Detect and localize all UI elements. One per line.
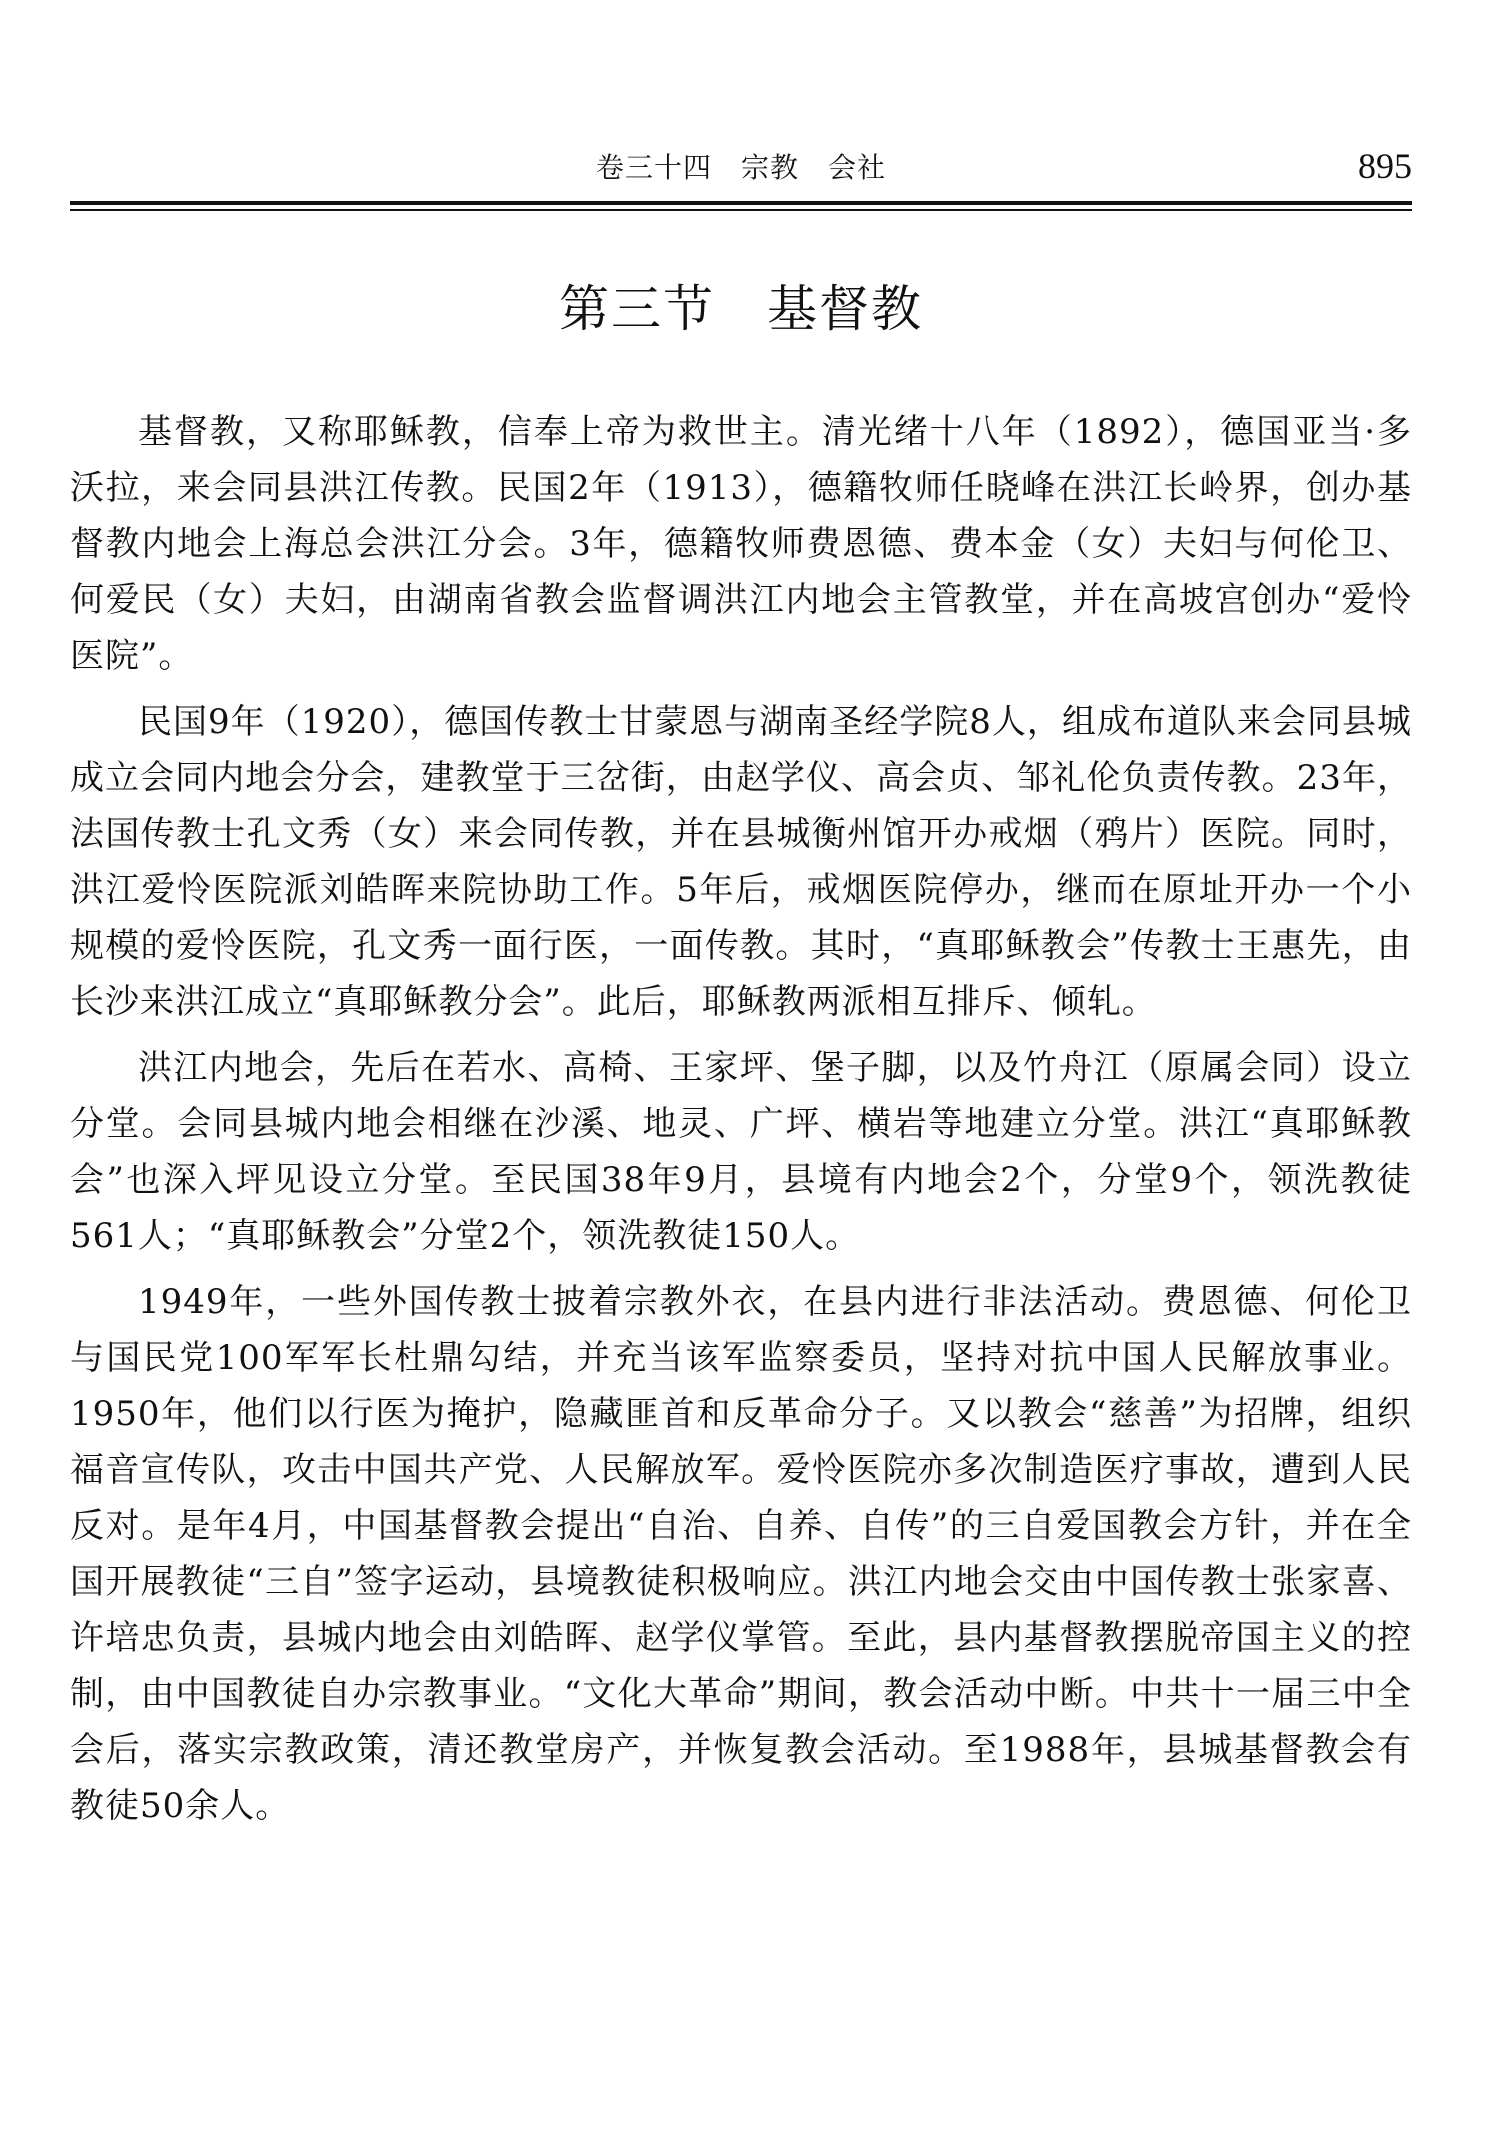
running-header bbox=[70, 148, 1412, 198]
header-rule-thick bbox=[70, 201, 1412, 205]
section-title: 第三节 基督教 bbox=[559, 280, 923, 338]
paragraph-3: 洪江内地会，先后在若水、高椅、王家坪、堡子脚，以及竹舟江（原属会同）设立分堂。会同县城内地会相继在沙溪、地灵、广坪、横岩等地建立分堂。洪江“真耶稣教会”也深入坪见设立分堂。至民国38年9月，县境有内地会2个，分堂9个，领洗教徒561人；“真耶稣教会”分堂2个，领洗教徒150人。 bbox=[70, 1048, 1412, 1256]
paragraph-2: 民国9年（1920），德国传教士甘蒙恩与湖南圣经学院8人，组成布道队来会同县城成立会同内地会分会，建教堂于三岔街，由赵学仪、高会贞、邹礼伦负责传教。23年，法国传教士孔文秀（女）来会同传教，并在县城衡州馆开办戒烟（鸦片）医院。同时，洪江爱怜医院派刘皓晖来院协助工作。5年后，戒烟医院停办，继而在原址开办一个小规模的爱怜医院，孔文秀一面行医，一面传教。其时，“真耶稣教会”传教士王惠先，由长沙来洪江成立“真耶稣教分会”。此后，耶稣教两派相互排斥、倾轧。 bbox=[70, 702, 1412, 1022]
paragraph-4: 1949年，一些外国传教士披着宗教外衣，在县内进行非法活动。费恩德、何伦卫与国民党100军军长杜鼎勾结，并充当该军监察委员，坚持对抗中国人民解放事业。1950年，他们以行医为掩护，隐藏匪首和反革命分子。又以教会“慈善”为招牌，组织福音宣传队，攻击中国共产党、人民解放军。爱怜医院亦多次制造医疗事故，遭到人民反对。是年4月，中国基督教会提出“自治、自养、自传”的三自爱国教会方针，并在全国开展教徒“三自”签字运动，县境教徒积极响应。洪江内地会交由中国传教士张家喜、许培忠负责，县城内地会由刘皓晖、赵学仪掌管。至此，县内基督教摆脱帝国主义的控制，由中国教徒自办宗教事业。“文化大革命”期间，教会活动中断。中共十一届三中全会后，落实宗教政策，清还教堂房产，并恢复教会活动。至1988年，县城基督教会有教徒50余人。 bbox=[70, 1282, 1412, 1826]
header-rule-thin bbox=[70, 209, 1412, 211]
running-title: 卷三十四 宗教 会社 bbox=[595, 151, 886, 184]
page-number: 895 bbox=[1358, 146, 1412, 186]
body-text bbox=[70, 404, 1412, 1844]
paragraph-1: 基督教，又称耶稣教，信奉上帝为救世主。清光绪十八年（1892），德国亚当·多沃拉，来会同县洪江传教。民国2年（1913），德籍牧师任晓峰在洪江长岭界，创办基督教内地会上海总会洪江分会。3年，德籍牧师费恩德、费本金（女）夫妇与何伦卫、何爱民（女）夫妇，由湖南省教会监督调洪江内地会主管教堂，并在高坡宫创办“爱怜医院”。 bbox=[70, 412, 1412, 676]
